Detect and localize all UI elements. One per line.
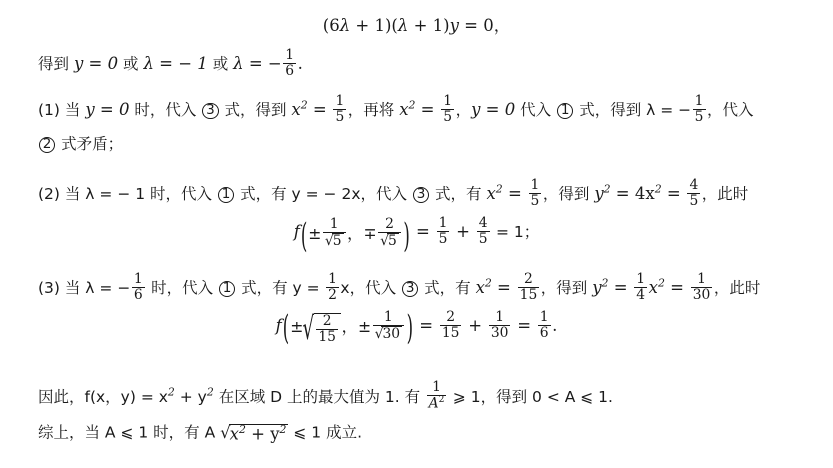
case1-text-2: 式，得到: [219, 101, 292, 120]
eq3-period: .: [552, 316, 558, 336]
case1-text-6: 式，得到 λ = −: [574, 101, 692, 120]
circled-number-1-a: 1: [557, 103, 573, 119]
case2-label: (2) 当 λ = − 1 时，代入: [38, 185, 217, 204]
line-results: [38, 48, 303, 79]
case3-text-1: 时，代入: [146, 279, 218, 298]
case3-exp-x2: 2: [657, 276, 665, 290]
case3-x-var: x: [648, 278, 658, 298]
eq2-fraction-4: $\frac{4}{5}$: [478, 215, 488, 247]
circled-number-3-c: 3: [402, 281, 418, 297]
left-paren-icon: (: [300, 215, 308, 255]
circled-number-2: 2: [39, 137, 55, 153]
case1-text-7: ，代入: [707, 101, 754, 120]
equation-case-3: [0, 308, 833, 348]
sqrt-two-fifteenths: √ $\frac{2}{15}$: [303, 313, 341, 345]
eq2-fraction-2: $\frac{2}{√5}$: [378, 217, 401, 249]
case2-eq-2: = 4x: [610, 184, 655, 204]
eq2-comma: ，: [347, 224, 364, 244]
equation-case-2: [0, 215, 833, 255]
eq2-equals: =: [410, 222, 436, 242]
results-or-1: 或: [118, 55, 144, 74]
case1-text-8: 式矛盾；: [56, 135, 124, 153]
case2-exp-x: 2: [495, 182, 503, 196]
circled-number-1-c: 1: [219, 281, 235, 297]
case3-x-sq: x: [475, 278, 485, 298]
case3-text-7: ，此时: [713, 279, 761, 298]
left-paren-icon-2: (: [282, 308, 290, 348]
eq2-paren-group: [300, 215, 411, 255]
case3-exp-y: 2: [601, 276, 609, 290]
case3-eq-3: =: [664, 278, 690, 298]
case2-text-2: 式，有: [430, 185, 487, 204]
case3-text-2: 式，有 y =: [236, 279, 325, 298]
sqrt-5-b: √5: [380, 232, 397, 250]
eq2-f: f: [293, 222, 300, 242]
eq3-inner-fraction-1: $\frac{2}{15}$: [318, 312, 336, 345]
case1-condition: y = 0: [85, 100, 130, 120]
case3-y-sq: y: [592, 278, 602, 298]
case2-exp-x2: 2: [654, 182, 662, 196]
case2-eq-3: =: [661, 184, 686, 204]
case3-eq-1: =: [491, 278, 517, 298]
eq2-fraction-1: $\frac{1}{√5}$: [323, 217, 346, 249]
eq2-fraction-3: $\frac{1}{5}$: [438, 215, 448, 247]
case3-text-4: 式，有: [419, 279, 476, 298]
case1-text-5: 代入: [515, 101, 557, 120]
sqrt-30: √30: [374, 325, 401, 343]
case1-eq-b: =: [415, 100, 440, 120]
line-case-1: [38, 94, 754, 125]
case1-x-sq-b: x: [399, 100, 409, 120]
circled-number-3-b: 3: [413, 187, 429, 203]
eq3-fraction-4: $\frac{1}{30}$: [490, 309, 509, 341]
fraction-one-quarter: $\frac{1}{4}$: [636, 271, 646, 303]
right-paren-icon-2: ): [406, 308, 414, 348]
results-lambda-neg1: λ = − 1: [143, 54, 208, 74]
case2-exp-y: 2: [603, 182, 611, 196]
case2-text-1: 式，有 y = − 2x，代入: [235, 185, 412, 204]
case3-eq-2: =: [608, 278, 633, 298]
eq3-pm-1: ±: [290, 317, 304, 337]
fraction-one-fifth-a: $\frac{1}{5}$: [335, 93, 345, 125]
case2-text-4: ，此时: [701, 185, 749, 204]
case2-eq-1: =: [502, 184, 528, 204]
line-case-3: [38, 272, 760, 303]
eq3-equals-2: =: [511, 316, 537, 336]
line-case-2: [38, 178, 748, 209]
case2-y-sq: y: [594, 184, 604, 204]
eq3-equals-1: =: [414, 316, 439, 336]
case1-exp-a: 2: [300, 98, 308, 112]
fraction-four-fifths: $\frac{4}{5}$: [689, 177, 699, 209]
case3-text-3: x，代入: [340, 279, 402, 298]
eq3-fraction-2: $\frac{1}{√30}$: [373, 310, 404, 342]
fraction-one-sixth-b: $\frac{1}{6}$: [133, 271, 143, 303]
conclusion1-exp-y: 2: [206, 385, 214, 399]
case1-eq-a: =: [307, 100, 332, 120]
results-y-zero: y = 0: [73, 54, 119, 74]
fraction-two-fifteenths: $\frac{2}{15}$: [519, 271, 538, 303]
eq3-fraction-5: $\frac{1}{6}$: [539, 309, 549, 341]
line-conclusion-1: [38, 380, 613, 412]
results-prefix: 得到: [38, 55, 74, 74]
fraction-one-thirtieth: $\frac{1}{30}$: [692, 271, 711, 303]
eq2-pm-2: ∓: [363, 224, 377, 244]
equation-top: (6λ + 1)(λ + 1)y = 0，: [322, 16, 511, 35]
case1-y-zero: y = 0: [471, 100, 516, 120]
conclusion2-exp-y: 2: [279, 423, 287, 436]
case1-comma: ，: [455, 101, 472, 120]
eq3-comma: ，: [341, 317, 358, 337]
conclusion2-text-2: ⩽ 1 成立.: [288, 423, 362, 442]
case3-text-5: ，得到: [540, 279, 593, 298]
conclusion2-text-1: 综上，当 A ⩽ 1 时，有 A: [38, 423, 221, 442]
circled-number-3-a: 3: [202, 103, 218, 119]
eq2-plus: +: [450, 222, 476, 242]
conclusion1-text-2: 在区域 D 上的最大值为 1. 有: [213, 387, 426, 406]
case1-x-sq-a: x: [291, 100, 301, 120]
case3-exp-x: 2: [484, 276, 492, 290]
results-lambda-label: λ = −: [233, 54, 282, 74]
fraction-one-fifth-b: $\frac{1}{5}$: [443, 93, 453, 125]
case1-text-1: 时，代入: [129, 101, 202, 120]
conclusion1-text-3: ⩾ 1，得到 0 < A ⩽ 1.: [447, 387, 613, 406]
conclusion1-plus: + y: [174, 387, 207, 406]
eq3-paren-group: [282, 308, 414, 348]
conclusion2-exp-x: 2: [238, 423, 246, 436]
sqrt-5-a: √5: [324, 232, 342, 250]
case3-label: (3) 当 λ = −: [38, 279, 131, 298]
fraction-one-over-a-squared: $\frac{1}{A^2}$: [428, 379, 445, 412]
conclusion1-exp-x: 2: [167, 385, 175, 399]
eq2-pm-1: ±: [308, 224, 322, 244]
results-period: .: [297, 54, 303, 74]
conclusion1-exp-a: 2: [438, 394, 445, 405]
eq3-pm-2: ±: [357, 317, 372, 337]
fraction-one-sixth: $\frac{1}{6}$: [285, 47, 295, 79]
eq3-fraction-3: $\frac{2}{15}$: [441, 309, 460, 341]
case1-label: (1) 当: [38, 101, 86, 120]
fraction-one-fifth-d: $\frac{1}{5}$: [530, 177, 540, 209]
eq3-f: f: [275, 316, 282, 336]
case1-exp-b: 2: [408, 98, 416, 112]
fraction-one-half: $\frac{1}{2}$: [328, 271, 337, 303]
eq2-result: = 1；: [491, 223, 540, 242]
case2-x-sq: x: [486, 184, 496, 204]
fraction-one-fifth-c: $\frac{1}{5}$: [694, 93, 704, 125]
results-or-2: 或: [207, 55, 234, 74]
circled-number-1-b: 1: [218, 187, 234, 203]
line-conclusion-2: [38, 424, 362, 443]
eq3-plus: +: [462, 316, 488, 336]
sqrt-x2-plus-y2: $√x^2 + y^2$: [220, 423, 287, 444]
case1-text-3: ，再将: [347, 101, 400, 120]
conclusion1-text-1: 因此，f(x，y) = x: [38, 387, 168, 406]
line-case-1-cont: [38, 136, 123, 153]
right-paren-icon: ): [403, 215, 410, 255]
case2-text-3: ，得到: [542, 185, 595, 204]
